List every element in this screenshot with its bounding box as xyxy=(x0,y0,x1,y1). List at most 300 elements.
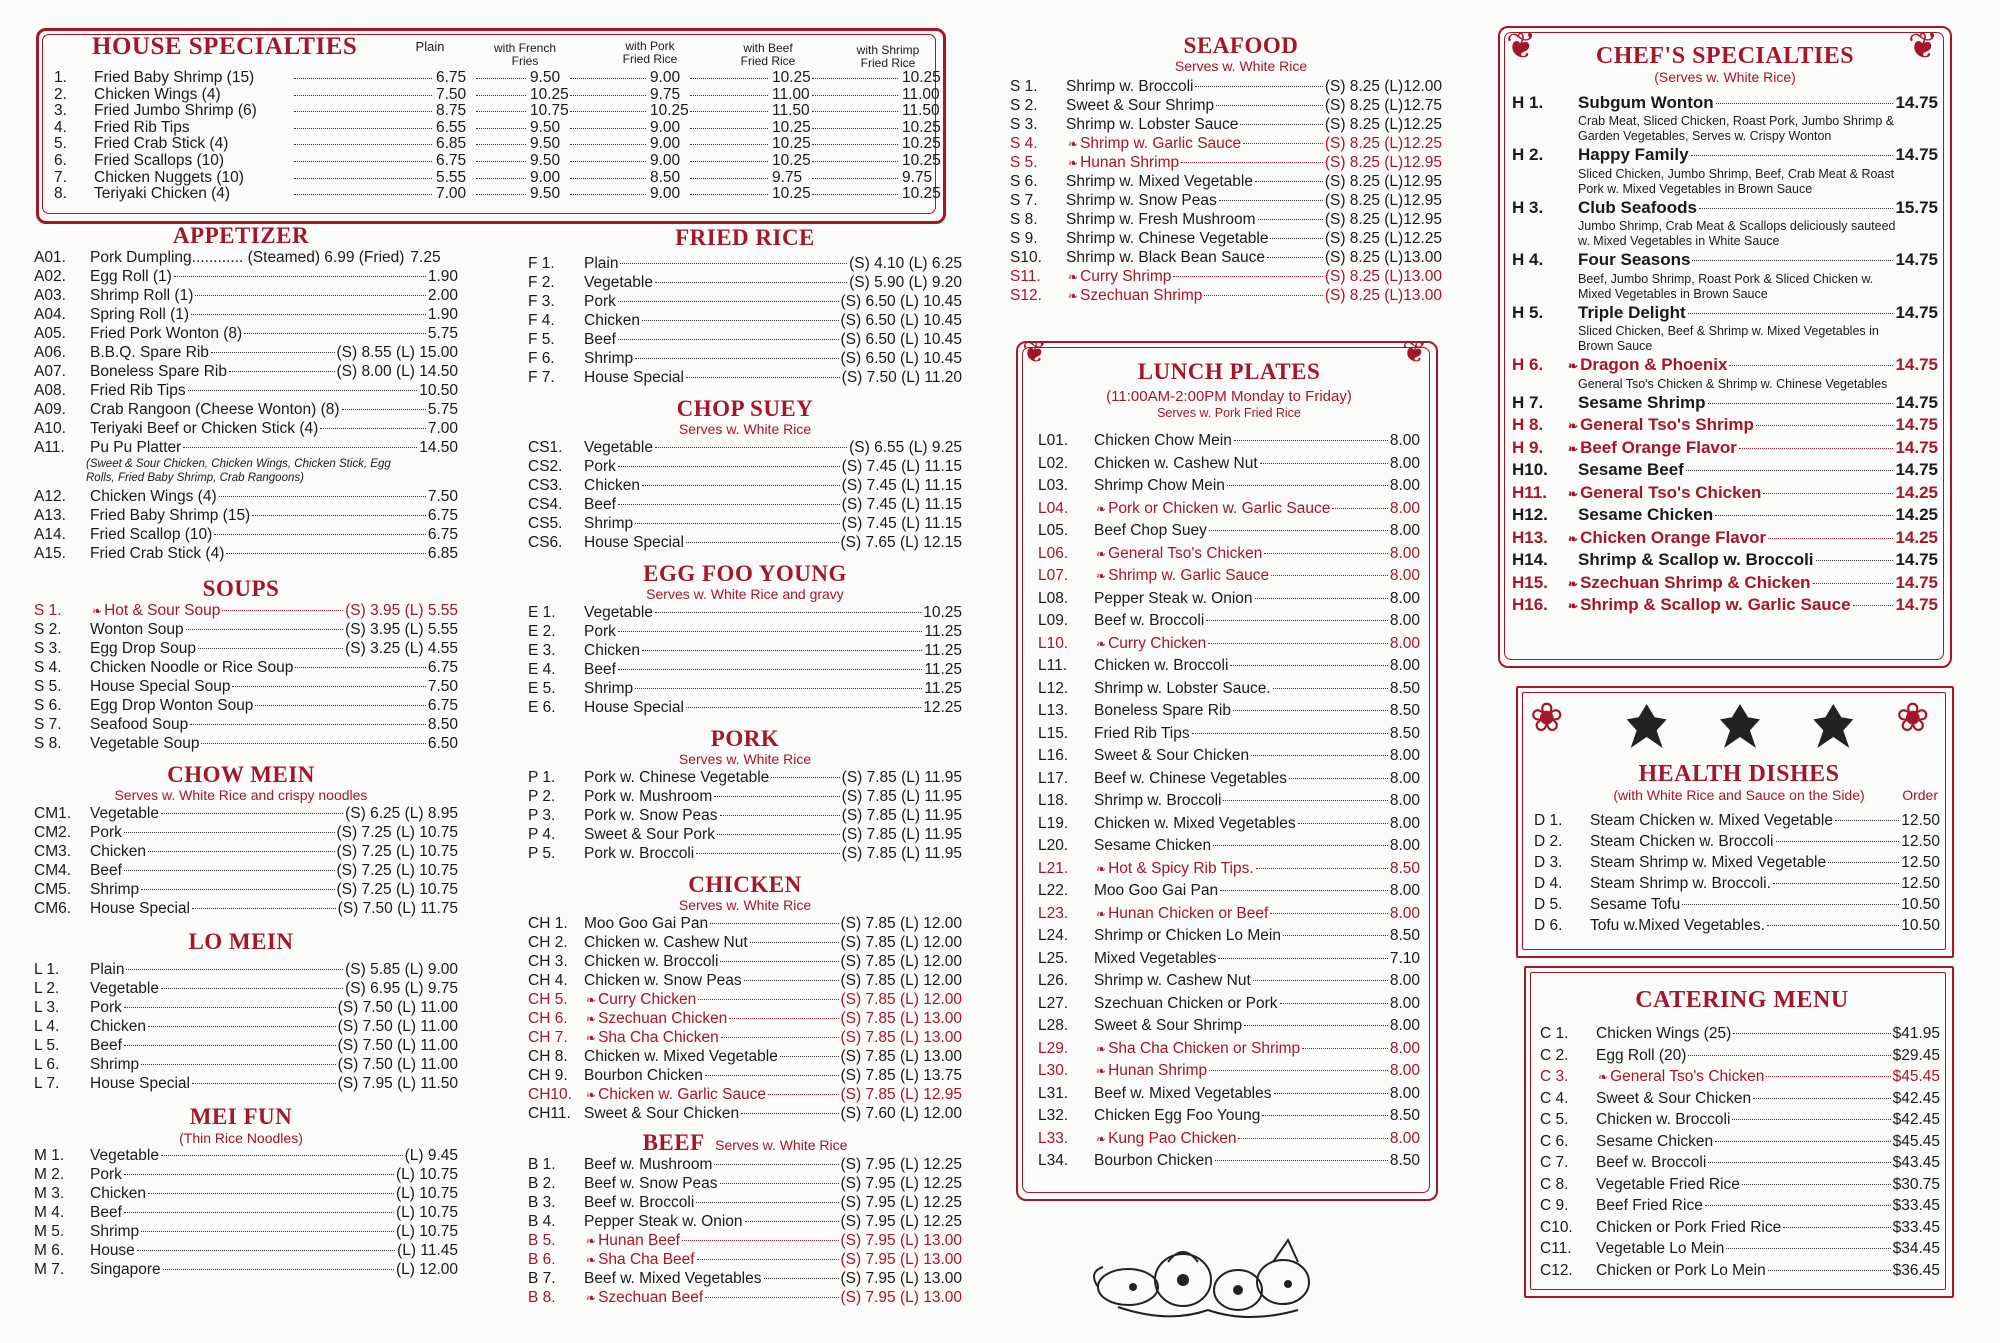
dot-leader xyxy=(1238,1138,1387,1139)
column-1 xyxy=(34,224,458,1279)
item-price: 6.75 xyxy=(427,697,458,715)
dot-leader xyxy=(214,534,426,535)
dot-leader xyxy=(476,78,526,79)
item-price: 8.00 xyxy=(1389,769,1420,787)
item-code: CM4. xyxy=(34,862,72,880)
menu-item xyxy=(528,1212,962,1231)
dot-leader xyxy=(1260,463,1388,464)
dot-leader xyxy=(717,834,840,835)
item-name: House Special Soup xyxy=(90,678,231,696)
item-price: 8.00 xyxy=(1389,882,1420,900)
item-price: (S) 5.90 (L) 9.20 xyxy=(849,274,962,292)
menu-item xyxy=(34,1165,458,1184)
dot-leader xyxy=(618,466,840,467)
item-code: L21. xyxy=(1038,859,1069,877)
menu-item xyxy=(1010,172,1442,191)
item-code: E 4. xyxy=(528,661,556,679)
menu-item xyxy=(1512,549,1938,572)
item-name: Beef w. Snow Peas xyxy=(584,1175,718,1193)
lo-mein-list xyxy=(34,960,458,1093)
menu-item xyxy=(34,343,458,362)
egg-foo-young-title: EGG FOO YOUNG xyxy=(643,561,847,587)
item-name: Beef w. Broccoli xyxy=(584,1194,695,1212)
menu-item xyxy=(528,1288,962,1307)
item-name: Chicken Wings (4) xyxy=(94,85,221,103)
menu-item xyxy=(1038,813,1420,836)
item-code: L26. xyxy=(1038,972,1069,990)
item-price: 8.00 xyxy=(1389,972,1420,990)
menu-item xyxy=(34,438,458,457)
dot-leader xyxy=(1699,208,1893,209)
item-code: CS4. xyxy=(528,496,563,514)
dot-leader xyxy=(1255,181,1323,182)
item-price: 9.50 xyxy=(530,152,561,169)
item-price: 12.25 xyxy=(923,699,962,717)
dot-leader xyxy=(750,942,839,943)
item-name: Shrimp xyxy=(90,1056,140,1074)
menu-item xyxy=(1512,437,1938,460)
item-price: (S) 7.85 (L) 11.95 xyxy=(841,768,962,786)
dot-leader xyxy=(771,777,839,778)
dot-leader xyxy=(642,650,922,651)
dot-leader xyxy=(1289,778,1388,779)
item-name: Chicken Chow Mein xyxy=(1094,432,1232,450)
menu-item xyxy=(528,292,962,311)
health-dishes-list xyxy=(1534,810,1944,936)
dot-leader xyxy=(1271,575,1388,576)
menu-item xyxy=(34,658,458,677)
item-price: (L) 9.45 xyxy=(404,1147,458,1165)
item-name: Bourbon Chicken xyxy=(584,1066,703,1084)
item-code: H13. xyxy=(1512,527,1548,547)
item-name: Plain xyxy=(90,961,125,979)
item-code: C10. xyxy=(1540,1218,1573,1236)
item-price: 10.25 xyxy=(772,185,811,203)
menu-item xyxy=(1038,1150,1420,1173)
dot-leader xyxy=(1267,257,1323,258)
dot-leader xyxy=(1270,238,1322,239)
item-code: S 4. xyxy=(34,659,62,677)
menu-item xyxy=(1038,745,1420,768)
item-price: 9.50 xyxy=(530,135,561,153)
item-code: S 9. xyxy=(1010,229,1038,247)
item-name: Sha Cha Chicken xyxy=(598,1028,719,1046)
dot-leader xyxy=(1726,1248,1890,1249)
item-price: 8.00 xyxy=(1389,612,1420,630)
menu-item xyxy=(1038,565,1420,588)
chef-special-item xyxy=(1512,504,1938,527)
menu-item xyxy=(1010,229,1442,248)
beef-subtitle: Serves w. White Rice xyxy=(715,1136,848,1153)
menu-item xyxy=(1512,504,1938,527)
item-name: Beef w. Broccoli xyxy=(1596,1154,1707,1172)
item-price: $36.45 xyxy=(1892,1261,1940,1279)
menu-item xyxy=(1540,1217,1940,1239)
menu-item xyxy=(528,768,962,787)
item-price: 7.50 xyxy=(427,678,458,696)
item-code: CM5. xyxy=(34,881,72,899)
dot-leader xyxy=(745,1221,839,1222)
fried-rice-list xyxy=(528,254,962,387)
item-code: L 7. xyxy=(34,1075,60,1093)
item-price: 10.25 xyxy=(902,69,941,86)
dot-leader xyxy=(698,999,838,1000)
dot-leader xyxy=(1209,1070,1388,1071)
dot-leader xyxy=(1255,598,1388,599)
item-price: (S) 6.25 (L) 8.95 xyxy=(345,805,458,823)
menu-item xyxy=(34,823,458,842)
menu-item xyxy=(528,495,962,514)
menu-item xyxy=(34,960,458,979)
item-code: P 2. xyxy=(528,787,556,805)
dot-leader xyxy=(1733,1033,1890,1034)
menu-item xyxy=(34,1184,458,1203)
item-price: 9.50 xyxy=(530,118,561,136)
dot-leader xyxy=(294,78,432,79)
item-code: S12. xyxy=(1010,286,1042,304)
hs-header-plain: Plain xyxy=(415,39,445,54)
menu-item xyxy=(1512,482,1938,505)
dot-leader xyxy=(124,832,335,833)
item-price: (S) 8.25 (L)12.95 xyxy=(1324,153,1442,171)
item-code: H15. xyxy=(1512,572,1548,592)
item-code: L27. xyxy=(1038,994,1069,1012)
item-price: 8.00 xyxy=(1389,544,1420,562)
item-price: $34.45 xyxy=(1892,1240,1940,1258)
item-name: Plain xyxy=(584,255,619,273)
item-name: Fried Crab Stick (4) xyxy=(94,135,229,153)
hot-spicy-leaf-icon: ❧ xyxy=(586,1011,597,1026)
dot-leader xyxy=(126,969,343,970)
item-code: C 2. xyxy=(1540,1046,1569,1064)
menu-item xyxy=(34,324,458,343)
hot-spicy-leaf-icon: ❧ xyxy=(586,1253,597,1268)
lunch-plates-list xyxy=(1038,430,1420,1173)
dot-leader xyxy=(141,889,334,890)
item-code: S 1. xyxy=(1010,77,1038,95)
item-code: M 1. xyxy=(34,1147,65,1165)
item-price: 8.00 xyxy=(1389,499,1420,517)
item-code: L01. xyxy=(1038,432,1069,450)
item-name: Shrimp w. Lobster Sauce. xyxy=(1094,679,1271,697)
fitness-figure-icon xyxy=(1720,704,1760,748)
chef-special-item xyxy=(1512,354,1938,392)
item-price: 10.50 xyxy=(1901,895,1940,913)
dot-leader xyxy=(137,1250,395,1251)
item-price: 14.75 xyxy=(1895,145,1938,165)
item-code: S 8. xyxy=(1010,210,1038,228)
item-price: (S) 3.95 (L) 5.55 xyxy=(345,602,458,620)
menu-item xyxy=(1512,144,1938,167)
beef-title: BEEF xyxy=(642,1129,705,1155)
menu-item xyxy=(34,1074,458,1093)
item-name: Chicken w. Cashew Nut xyxy=(1094,454,1258,472)
hot-spicy-leaf-icon: ❧ xyxy=(1068,136,1079,151)
menu-item xyxy=(528,514,962,533)
dot-leader xyxy=(1274,1093,1388,1094)
item-name: Vegetable xyxy=(90,805,159,823)
item-name: Fried Rib Tips xyxy=(1094,724,1190,742)
item-price: (S) 7.95 (L) 13.00 xyxy=(840,1232,962,1250)
menu-item xyxy=(34,1222,458,1241)
item-code: CS6. xyxy=(528,534,563,552)
menu-item xyxy=(528,1155,962,1174)
item-name: General Tso's Chicken xyxy=(1108,544,1263,562)
item-name: Pork xyxy=(584,458,616,476)
item-price: (S) 6.50 (L) 10.45 xyxy=(840,331,962,349)
item-price: 8.50 xyxy=(1389,859,1420,877)
lo-mein-title: LO MEIN xyxy=(188,929,294,955)
item-price: (S) 7.95 (L) 13.00 xyxy=(840,1270,962,1288)
item-code: L34. xyxy=(1038,1152,1069,1170)
house-specialty-row xyxy=(54,118,941,137)
dot-leader xyxy=(690,161,768,162)
item-name: Pu Pu Platter xyxy=(90,439,182,457)
item-price: (S) 7.85 (L) 13.00 xyxy=(840,1047,962,1065)
item-price: (S) 8.25 (L)12.25 xyxy=(1324,115,1442,133)
item-code: D 2. xyxy=(1534,832,1563,850)
item-price: (S) 6.95 (L) 9.75 xyxy=(345,980,458,998)
item-description: Beef, Jumbo Shrimp, Roast Pork & Sliced Chicken w. Mixed Vegetables in Brown Sauce xyxy=(1578,271,1874,301)
chow-mein-subtitle: Serves w. White Rice and crispy noodles xyxy=(114,787,368,804)
chef-special-item xyxy=(1512,249,1938,302)
item-price: 8.00 xyxy=(1389,589,1420,607)
item-code: L23. xyxy=(1038,904,1069,922)
item-code: CH10. xyxy=(528,1085,572,1103)
dot-leader xyxy=(1264,553,1387,554)
item-code: L 3. xyxy=(34,999,60,1017)
dot-leader xyxy=(570,194,646,195)
dot-leader xyxy=(476,194,526,195)
house-specialty-row xyxy=(54,135,941,153)
item-price: 9.75 xyxy=(902,168,933,186)
chow-mein-section xyxy=(34,763,458,918)
item-code: CH 8. xyxy=(528,1047,568,1065)
item-code: D 6. xyxy=(1534,916,1563,934)
item-price: 8.00 xyxy=(1389,1017,1420,1035)
item-price: 12.50 xyxy=(1901,811,1940,829)
item-code: A14. xyxy=(34,526,66,544)
item-price: 6.75 xyxy=(427,659,458,677)
item-code: F 1. xyxy=(528,255,555,273)
item-name: Beef xyxy=(90,1204,122,1222)
dot-leader xyxy=(812,78,898,79)
dot-leader xyxy=(1783,1227,1890,1228)
item-name: Vegetable Lo Mein xyxy=(1596,1240,1725,1258)
menu-item xyxy=(1010,286,1442,305)
item-name: Fried Pork Wonton (8) xyxy=(90,325,243,343)
menu-item xyxy=(34,734,458,753)
item-name: Club Seafoods xyxy=(1578,197,1698,217)
item-code: L28. xyxy=(1038,1017,1069,1035)
item-price: (S) 7.45 (L) 11.15 xyxy=(841,477,962,495)
item-price: (S) 8.25 (L)13.00 xyxy=(1324,267,1442,285)
item-code: M 7. xyxy=(34,1261,65,1279)
item-price: 8.00 xyxy=(1389,1062,1420,1080)
dot-leader xyxy=(620,263,847,264)
dot-leader xyxy=(124,870,335,871)
hot-spicy-leaf-icon: ❧ xyxy=(1096,1064,1107,1079)
item-price: (S) 7.50 (L) 11.00 xyxy=(337,999,458,1017)
item-name: Pork xyxy=(584,623,616,641)
soups-section xyxy=(34,577,458,753)
dot-leader xyxy=(570,144,646,145)
item-code: L20. xyxy=(1038,837,1069,855)
house-specialty-row xyxy=(54,185,941,203)
dot-leader xyxy=(1767,925,1899,926)
chefs-specialties-title: CHEF'S SPECIALTIES xyxy=(1595,43,1855,69)
health-dishes-subtitle: (with White Rice and Sauce on the Side) xyxy=(1613,787,1865,804)
item-price: $45.45 xyxy=(1892,1132,1940,1150)
menu-item xyxy=(34,696,458,715)
menu-item xyxy=(1512,92,1938,115)
dot-leader xyxy=(244,333,426,334)
item-price: (S) 3.95 (L) 5.55 xyxy=(345,621,458,639)
dot-leader xyxy=(1173,276,1322,277)
dot-leader xyxy=(1715,515,1893,516)
menu-item xyxy=(1010,248,1442,267)
pork-section xyxy=(528,727,962,863)
item-name: Beef xyxy=(584,496,616,514)
menu-item xyxy=(528,457,962,476)
appetizer-title: APPETIZER xyxy=(172,223,310,248)
item-price: 8.00 xyxy=(1389,814,1420,832)
menu-item xyxy=(528,641,962,660)
menu-item xyxy=(1534,831,1940,852)
item-name: Chicken w. Garlic Sauce xyxy=(598,1085,767,1103)
dot-leader xyxy=(294,194,432,195)
menu-item xyxy=(528,1231,962,1250)
menu-item xyxy=(528,603,962,622)
item-name: Seafood Soup xyxy=(90,716,189,734)
menu-item xyxy=(1038,1083,1420,1106)
item-code: S 4. xyxy=(1010,134,1038,152)
appetizer-section xyxy=(34,224,458,563)
menu-item xyxy=(528,311,962,330)
menu-item xyxy=(1038,475,1420,498)
item-code: L 6. xyxy=(34,1056,60,1074)
item-price: 11.25 xyxy=(924,680,962,698)
seafood-subtitle: Serves w. White Rice xyxy=(1174,58,1308,75)
menu-item xyxy=(1512,392,1938,415)
menu-item xyxy=(34,1260,458,1279)
item-name: Pork xyxy=(90,824,122,842)
dot-leader xyxy=(255,705,425,706)
item-price: 8.00 xyxy=(1389,454,1420,472)
item-code: L02. xyxy=(1038,454,1069,472)
item-code: A13. xyxy=(34,507,66,525)
dot-leader xyxy=(696,1202,838,1203)
item-price: 14.75 xyxy=(1895,92,1938,112)
item-price: (S) 6.55 (L) 9.25 xyxy=(849,439,962,457)
item-name: Shrimp w. Fresh Mushroom xyxy=(1066,210,1256,228)
item-code: L24. xyxy=(1038,927,1069,945)
menu-item xyxy=(1038,1060,1420,1083)
item-price: (S) 3.25 (L) 4.55 xyxy=(345,640,458,658)
item-price: (S) 6.50 (L) 10.45 xyxy=(840,312,962,330)
dot-leader xyxy=(720,1183,839,1184)
item-price: (S) 8.25 (L)12.25 xyxy=(1324,229,1442,247)
health-dishes-section xyxy=(1534,762,1944,936)
item-name: Four Seasons xyxy=(1578,250,1691,270)
item-name: House Special xyxy=(584,534,684,552)
item-code: B 1. xyxy=(528,1156,556,1174)
chefs-corner-ornament-left: ❦ xyxy=(1506,25,1537,66)
item-code: F 6. xyxy=(528,350,555,368)
item-code: F 2. xyxy=(528,274,555,292)
item-price: $42.45 xyxy=(1892,1089,1940,1107)
item-price: 10.25 xyxy=(530,85,569,103)
item-code: M 2. xyxy=(34,1166,65,1184)
menu-item xyxy=(1038,925,1420,948)
item-code: E 2. xyxy=(528,623,556,641)
menu-item xyxy=(1038,453,1420,476)
item-price: 10.75 xyxy=(530,102,569,120)
dot-leader xyxy=(768,1094,838,1095)
fitness-figure-icon xyxy=(1627,704,1667,748)
menu-item xyxy=(34,248,458,267)
item-name: Tofu w.Mixed Vegetables. xyxy=(1590,916,1765,934)
item-name: House xyxy=(90,1242,135,1260)
dot-leader xyxy=(697,1259,839,1260)
dot-leader xyxy=(1234,440,1388,441)
menu-item xyxy=(1038,993,1420,1016)
item-name: House Special xyxy=(90,1075,190,1093)
dot-leader xyxy=(1227,485,1388,486)
menu-item xyxy=(528,438,962,457)
dot-leader xyxy=(1692,260,1893,261)
dot-leader xyxy=(1218,958,1387,959)
item-name: Pork xyxy=(90,1166,122,1184)
menu-item xyxy=(34,525,458,544)
dot-leader xyxy=(655,282,847,283)
dot-leader xyxy=(1243,143,1323,144)
menu-item xyxy=(1038,948,1420,971)
item-name: Pepper Steak w. Onion xyxy=(584,1213,743,1231)
item-code: L04. xyxy=(1038,499,1069,517)
item-code: B 7. xyxy=(528,1270,556,1288)
item-name: Egg Roll (20) xyxy=(1596,1046,1687,1064)
dot-leader xyxy=(1332,508,1388,509)
menu-item xyxy=(528,330,962,349)
health-dishes-title: HEALTH DISHES xyxy=(1638,761,1840,787)
menu-item xyxy=(528,273,962,292)
item-code: B 4. xyxy=(528,1213,556,1231)
beef-section xyxy=(528,1131,962,1307)
menu-item xyxy=(34,487,458,506)
item-name: Shrimp or Chicken Lo Mein xyxy=(1094,927,1281,945)
dot-leader xyxy=(1181,162,1323,163)
dot-leader xyxy=(1742,1184,1891,1185)
item-name: B.B.Q. Spare Rib xyxy=(90,344,209,362)
item-name: General Tso's Chicken xyxy=(1580,482,1762,502)
menu-item xyxy=(1038,970,1420,993)
dot-leader xyxy=(635,523,840,524)
dot-leader xyxy=(294,95,432,96)
item-price: 8.00 xyxy=(1389,567,1420,585)
dot-leader xyxy=(812,111,898,112)
menu-item xyxy=(528,806,962,825)
menu-item xyxy=(1540,1088,1940,1110)
menu-item xyxy=(34,1203,458,1222)
dot-leader xyxy=(476,128,526,129)
dot-leader xyxy=(1206,620,1388,621)
dot-leader xyxy=(690,178,768,179)
menu-item xyxy=(1038,1128,1420,1151)
item-name: Shrimp Roll (1) xyxy=(90,287,194,305)
item-price: (S) 7.25 (L) 10.75 xyxy=(336,881,458,899)
dot-leader xyxy=(655,612,921,613)
